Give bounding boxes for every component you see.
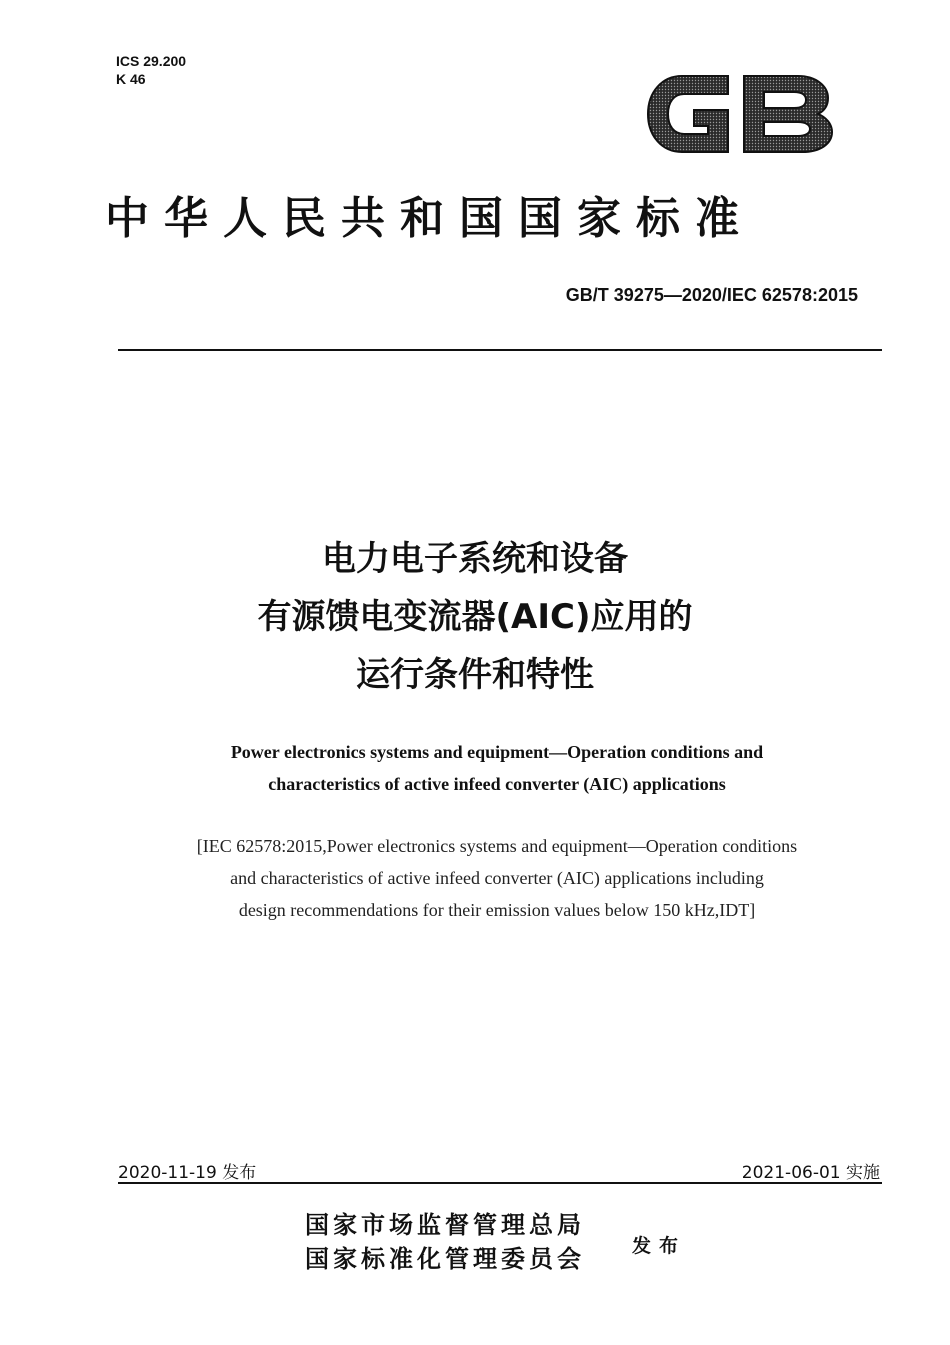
classification-codes bbox=[116, 52, 186, 88]
header-divider bbox=[118, 349, 882, 351]
gb-logo bbox=[640, 64, 840, 164]
iec-reference-line: [IEC 62578:2015,Power electronics systems and equipment—Operation conditions bbox=[196, 836, 798, 856]
chinese-title-line: 有源馈电变流器(AIC)应用的 bbox=[257, 597, 693, 637]
chinese-title-line: 电力电子系统和设备 bbox=[322, 539, 628, 579]
publisher-name: 国家标准化管理委员会 bbox=[305, 1244, 585, 1273]
implementation-date: 2021-06-01 实施 bbox=[741, 1163, 880, 1183]
publisher-name: 国家市场监督管理总局 bbox=[305, 1210, 585, 1239]
standard-number: GB/T 39275—2020/IEC 62578:2015 bbox=[565, 285, 858, 305]
footer-divider bbox=[118, 1182, 882, 1184]
issue-date: 2020-11-19 发布 bbox=[118, 1163, 257, 1183]
publishing-authorities bbox=[305, 1208, 585, 1276]
ccs-code: K 46 bbox=[116, 71, 146, 87]
english-title-line: Power electronics systems and equipment—Operation conditions and bbox=[230, 742, 764, 762]
publish-label: 发布 bbox=[632, 1235, 687, 1257]
iec-reference-line: and characteristics of active infeed converter (AIC) applications including bbox=[230, 868, 764, 888]
english-title-line: characteristics of active infeed converter (AIC) applications bbox=[268, 774, 726, 794]
iec-reference-line: design recommendations for their emission values below 150 kHz,IDT] bbox=[238, 900, 756, 920]
ics-code: ICS 29.200 bbox=[116, 53, 187, 69]
chinese-title bbox=[0, 530, 950, 704]
english-title bbox=[120, 736, 874, 800]
iec-reference bbox=[120, 830, 874, 926]
chinese-title-line: 运行条件和特性 bbox=[356, 655, 594, 695]
national-standard-heading: 中华人民共和国国家标准 bbox=[105, 193, 754, 244]
